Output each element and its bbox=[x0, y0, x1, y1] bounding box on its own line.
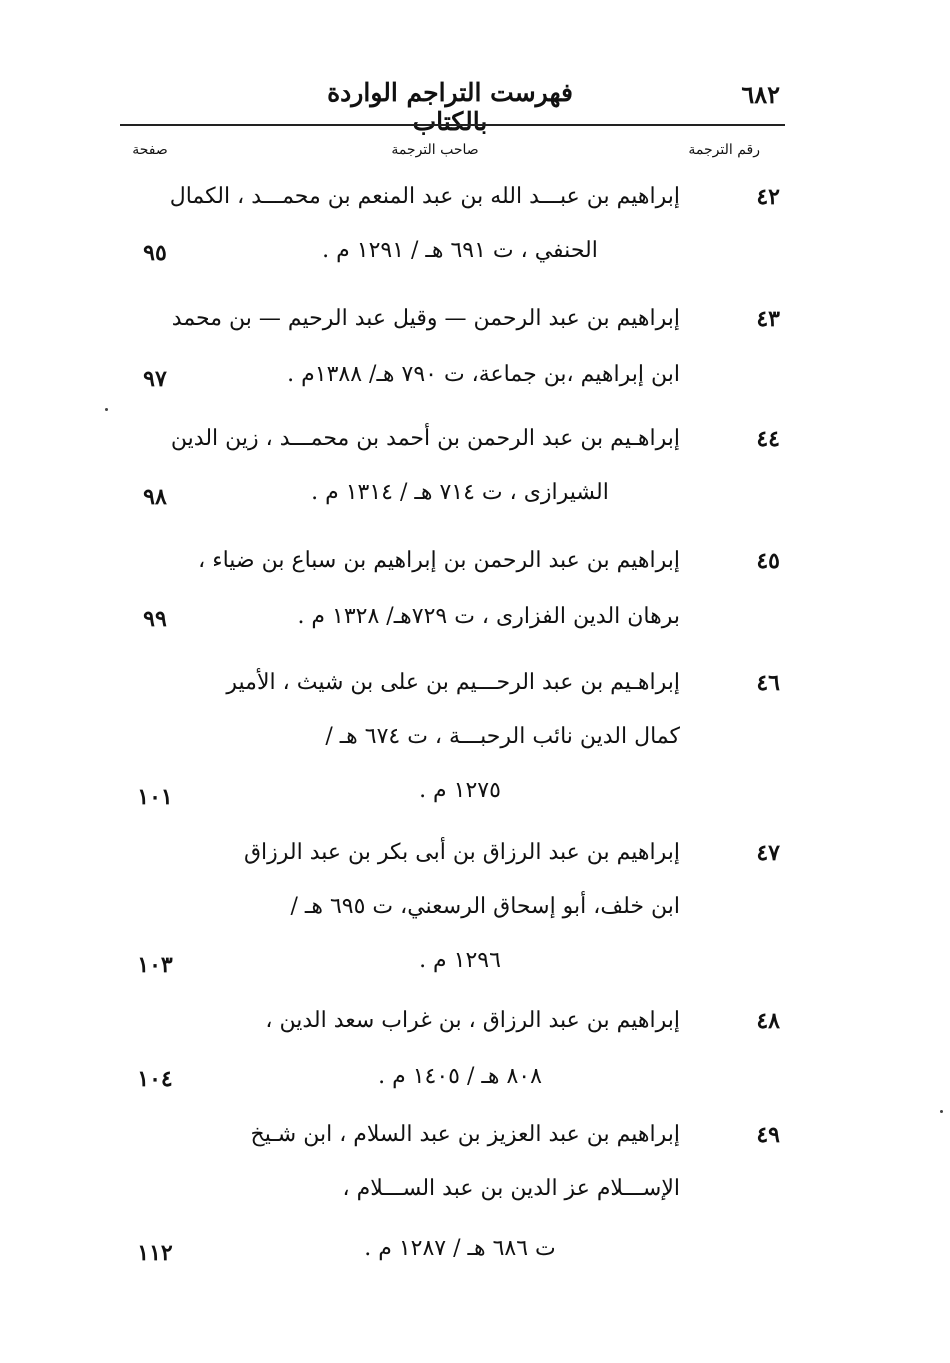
entry-number: ٤٧ bbox=[756, 840, 780, 866]
entry-page: ٩٧ bbox=[143, 366, 167, 392]
entry-line: ت ٦٨٦ هـ / ١٢٨٧ م . bbox=[364, 1236, 556, 1261]
entry-line: إبراهـيم بن عبد الرحـــيم بن على بن شيث ، الأمير bbox=[226, 670, 680, 695]
entry-line: كمال الدين نائب الرحبـــة ، ت ٦٧٤ هـ / bbox=[325, 724, 680, 749]
column-header-number: رقم الترجمة bbox=[688, 142, 760, 158]
entry-line: الحنفي ، ت ٦٩١ هـ / ١٢٩١ م . bbox=[322, 238, 598, 263]
entry-line: إبراهيم بن عبد الرحمن بن إبراهيم بن سباع بن ضياء ، bbox=[198, 548, 680, 573]
entry-line: إبراهيم بن عبـــد الله بن عبد المنعم بن محمـــد ، الكمال bbox=[169, 184, 680, 209]
column-header-page: صفحة bbox=[132, 142, 168, 158]
entry-line: إبراهيم بن عبد الرزاق بن أبى بكر بن عبد الرزاق bbox=[243, 840, 680, 865]
scan-speck bbox=[940, 1110, 943, 1113]
entry-line: برهان الدين الفزارى ، ت ٧٢٩هـ/ ١٣٢٨ م . bbox=[297, 604, 680, 629]
entry-page: ١٠٤ bbox=[137, 1066, 173, 1092]
entry-line: ١٢٧٥ م . bbox=[419, 778, 501, 803]
entry-number: ٤٤ bbox=[756, 426, 780, 452]
entry-number: ٤٦ bbox=[756, 670, 780, 696]
entry-line: الإســـلام عز الدين بن عبد الســـلام ، bbox=[342, 1176, 680, 1201]
entry-line: ابن خلف، أبو إسحاق الرسعني، ت ٦٩٥ هـ / bbox=[290, 894, 680, 919]
entry-number: ٤٣ bbox=[756, 306, 780, 332]
page-number: ٦٨٢ bbox=[741, 80, 780, 109]
entry-page: ١٠٣ bbox=[137, 952, 173, 978]
entry-page: ٩٩ bbox=[143, 606, 167, 632]
entry-number: ٤٢ bbox=[756, 184, 780, 210]
entry-number: ٤٨ bbox=[756, 1008, 780, 1034]
entry-page: ٩٨ bbox=[143, 484, 167, 510]
entry-page: ١٠١ bbox=[137, 784, 173, 810]
entry-line: إبراهيم بن عبد الرحمن — وقيل عبد الرحيم — بن محمد bbox=[171, 306, 680, 331]
entry-line: ١٢٩٦ م . bbox=[419, 948, 501, 973]
scan-speck bbox=[105, 408, 108, 411]
entry-line: ٨٠٨ هـ / ١٤٠٥ م . bbox=[378, 1064, 542, 1089]
entry-number: ٤٥ bbox=[756, 548, 780, 574]
entry-line: ابن إبراهيم ،بن جماعة، ت ٧٩٠ هـ/ ١٣٨٨م . bbox=[287, 362, 680, 387]
entry-line: إبراهيم بن عبد العزيز بن عبد السلام ، ابن شـيخ bbox=[250, 1122, 680, 1147]
entry-number: ٤٩ bbox=[756, 1122, 780, 1148]
entry-page: ٩٥ bbox=[143, 240, 167, 266]
header-divider bbox=[120, 124, 785, 126]
entry-line: الشيرازى ، ت ٧١٤ هـ / ١٣١٤ م . bbox=[311, 480, 609, 505]
entry-line: إبراهـيم بن عبد الرحمن بن أحمد بن محمـــد ، زين الدين bbox=[170, 426, 680, 451]
column-header-person: صاحب الترجمة bbox=[391, 142, 479, 158]
entry-page: ١١٢ bbox=[137, 1240, 173, 1266]
entry-line: إبراهيم بن عبد الرزاق ، بن غراب سعد الدين ، bbox=[265, 1008, 680, 1033]
page-title: فهرست التراجم الواردة بالكتاب bbox=[327, 78, 573, 136]
